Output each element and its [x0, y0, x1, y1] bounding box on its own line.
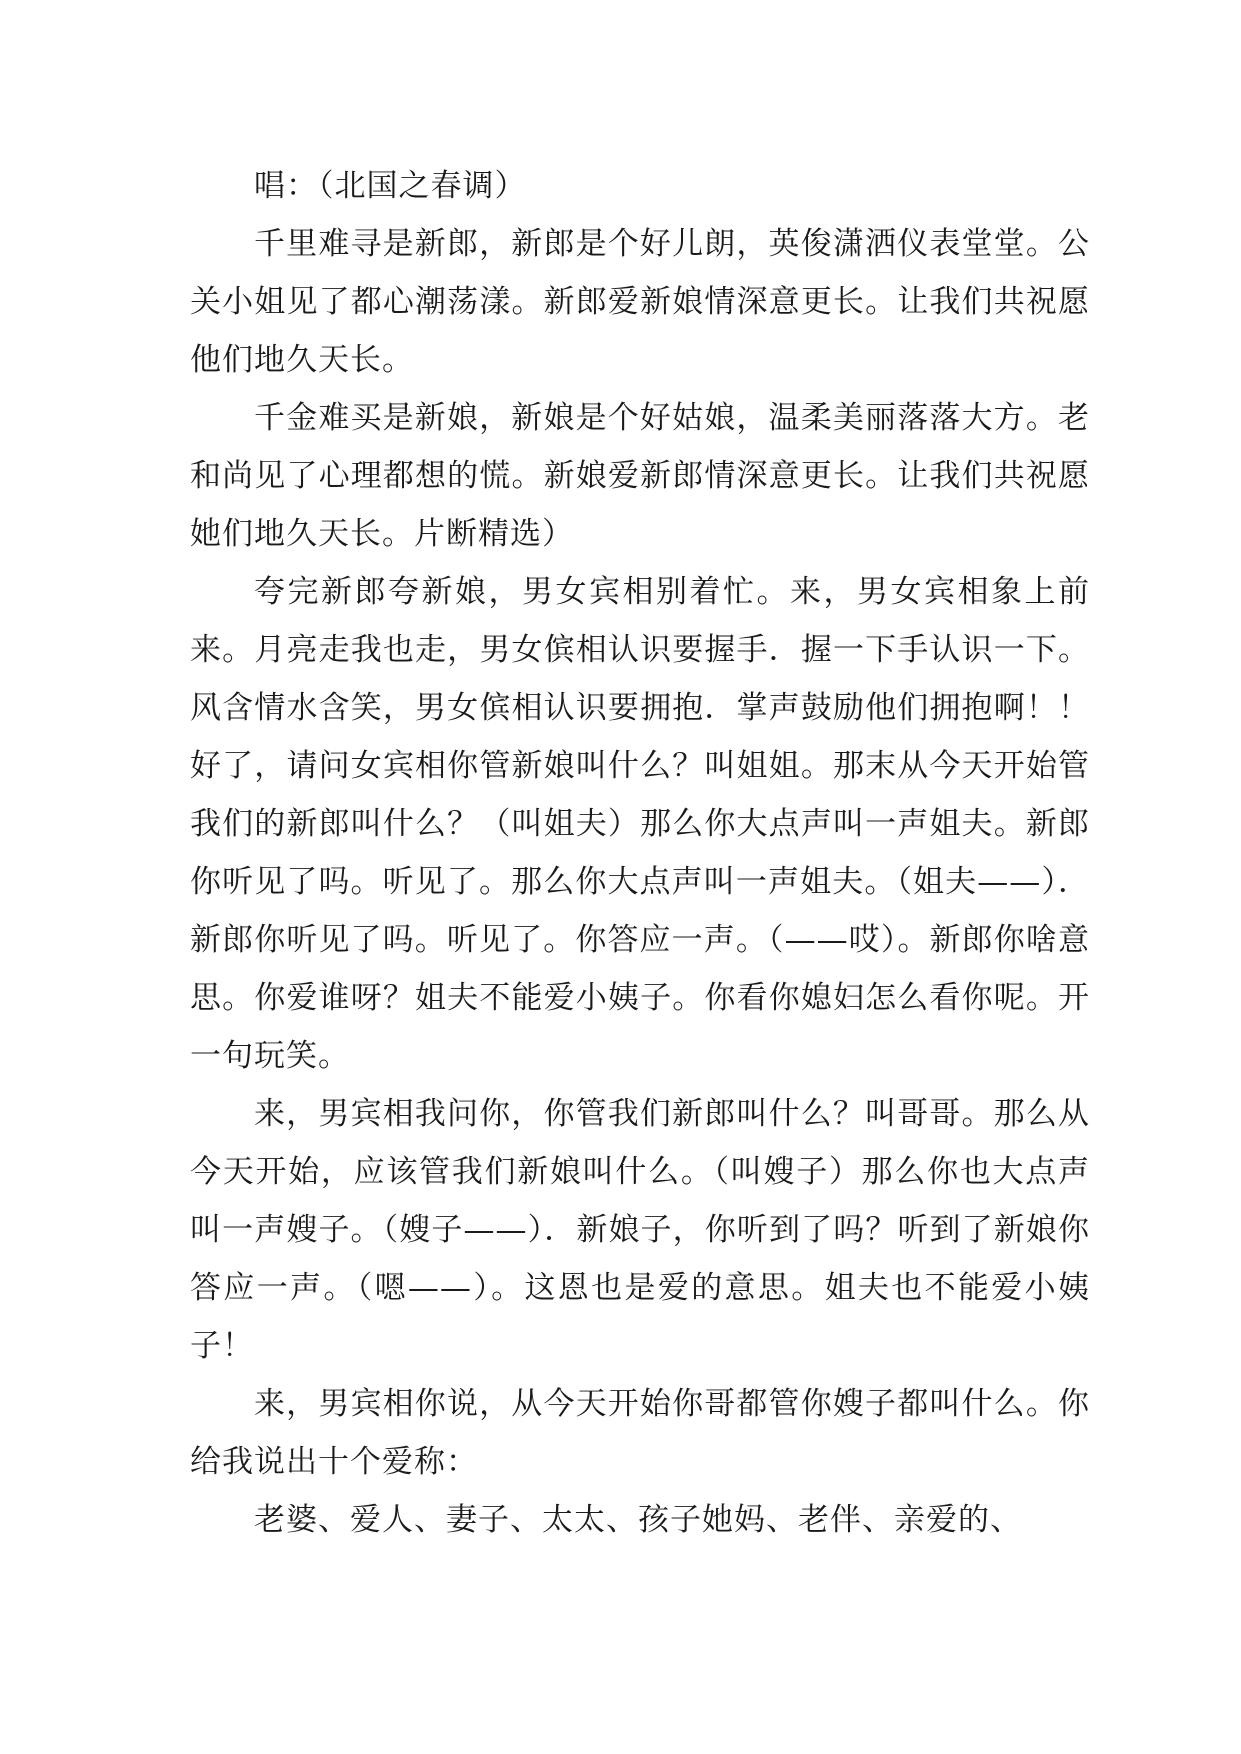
paragraph-nicknames-request: 来，男宾相你说，从今天开始你哥都管你嫂子都叫什么。你给我说出十个爱称：	[190, 1386, 1090, 1480]
paragraph-bride-verse: 千金难买是新娘，新娘是个好姑娘，温柔美丽落落大方。老和尚见了心理都想的慌。新娘爱新郎情深意更长。让我们共祝愿她们地久天长。片断精选）	[190, 400, 1090, 552]
document-body	[190, 157, 1090, 1549]
paragraph-song-title: 唱：（北国之春调）	[254, 168, 527, 204]
paragraph-nicknames-list: 老婆、爱人、妻子、太太、孩子她妈、老伴、亲爱的、	[254, 1502, 1022, 1538]
paragraph-bridesmaid-dialogue: 夸完新郎夸新娘，男女宾相别着忙。来，男女宾相象上前来。月亮走我也走，男女傧相认识要握手．握一下手认识一下。风含情水含笑，男女傧相认识要拥抱．掌声鼓励他们拥抱啊！！ 好了，请问女宾相你管新娘叫什么？叫姐姐。那末从今天开始管我们的新郎叫什么？（叫姐夫）那么你大点声叫一声姐夫。新郎你听见了吗。听见了。那么你大点声叫一声姐夫。（姐夫——）．新郎你听见了吗。听见了。你答应一声。（——哎）。新郎你啥意思。你爱谁呀？姐夫不能爱小姨子。你看你媳妇怎么看你呢。开一句玩笑。	[190, 574, 1090, 1074]
paragraph-groomsman-dialogue: 来，男宾相我问你，你管我们新郎叫什么？叫哥哥。那么从今天开始，应该管我们新娘叫什么。（叫嫂子）那么你也大点声叫一声嫂子。（嫂子——）．新娘子，你听到了吗？听到了新娘你答应一声。（嗯——）。这恩也是爱的意思。姐夫也不能爱小姨子！	[190, 1096, 1090, 1364]
paragraph-groom-verse: 千里难寻是新郎，新郎是个好儿朗，英俊潇洒仪表堂堂。公关小姐见了都心潮荡漾。新郎爱新娘情深意更长。让我们共祝愿他们地久天长。	[190, 226, 1090, 378]
